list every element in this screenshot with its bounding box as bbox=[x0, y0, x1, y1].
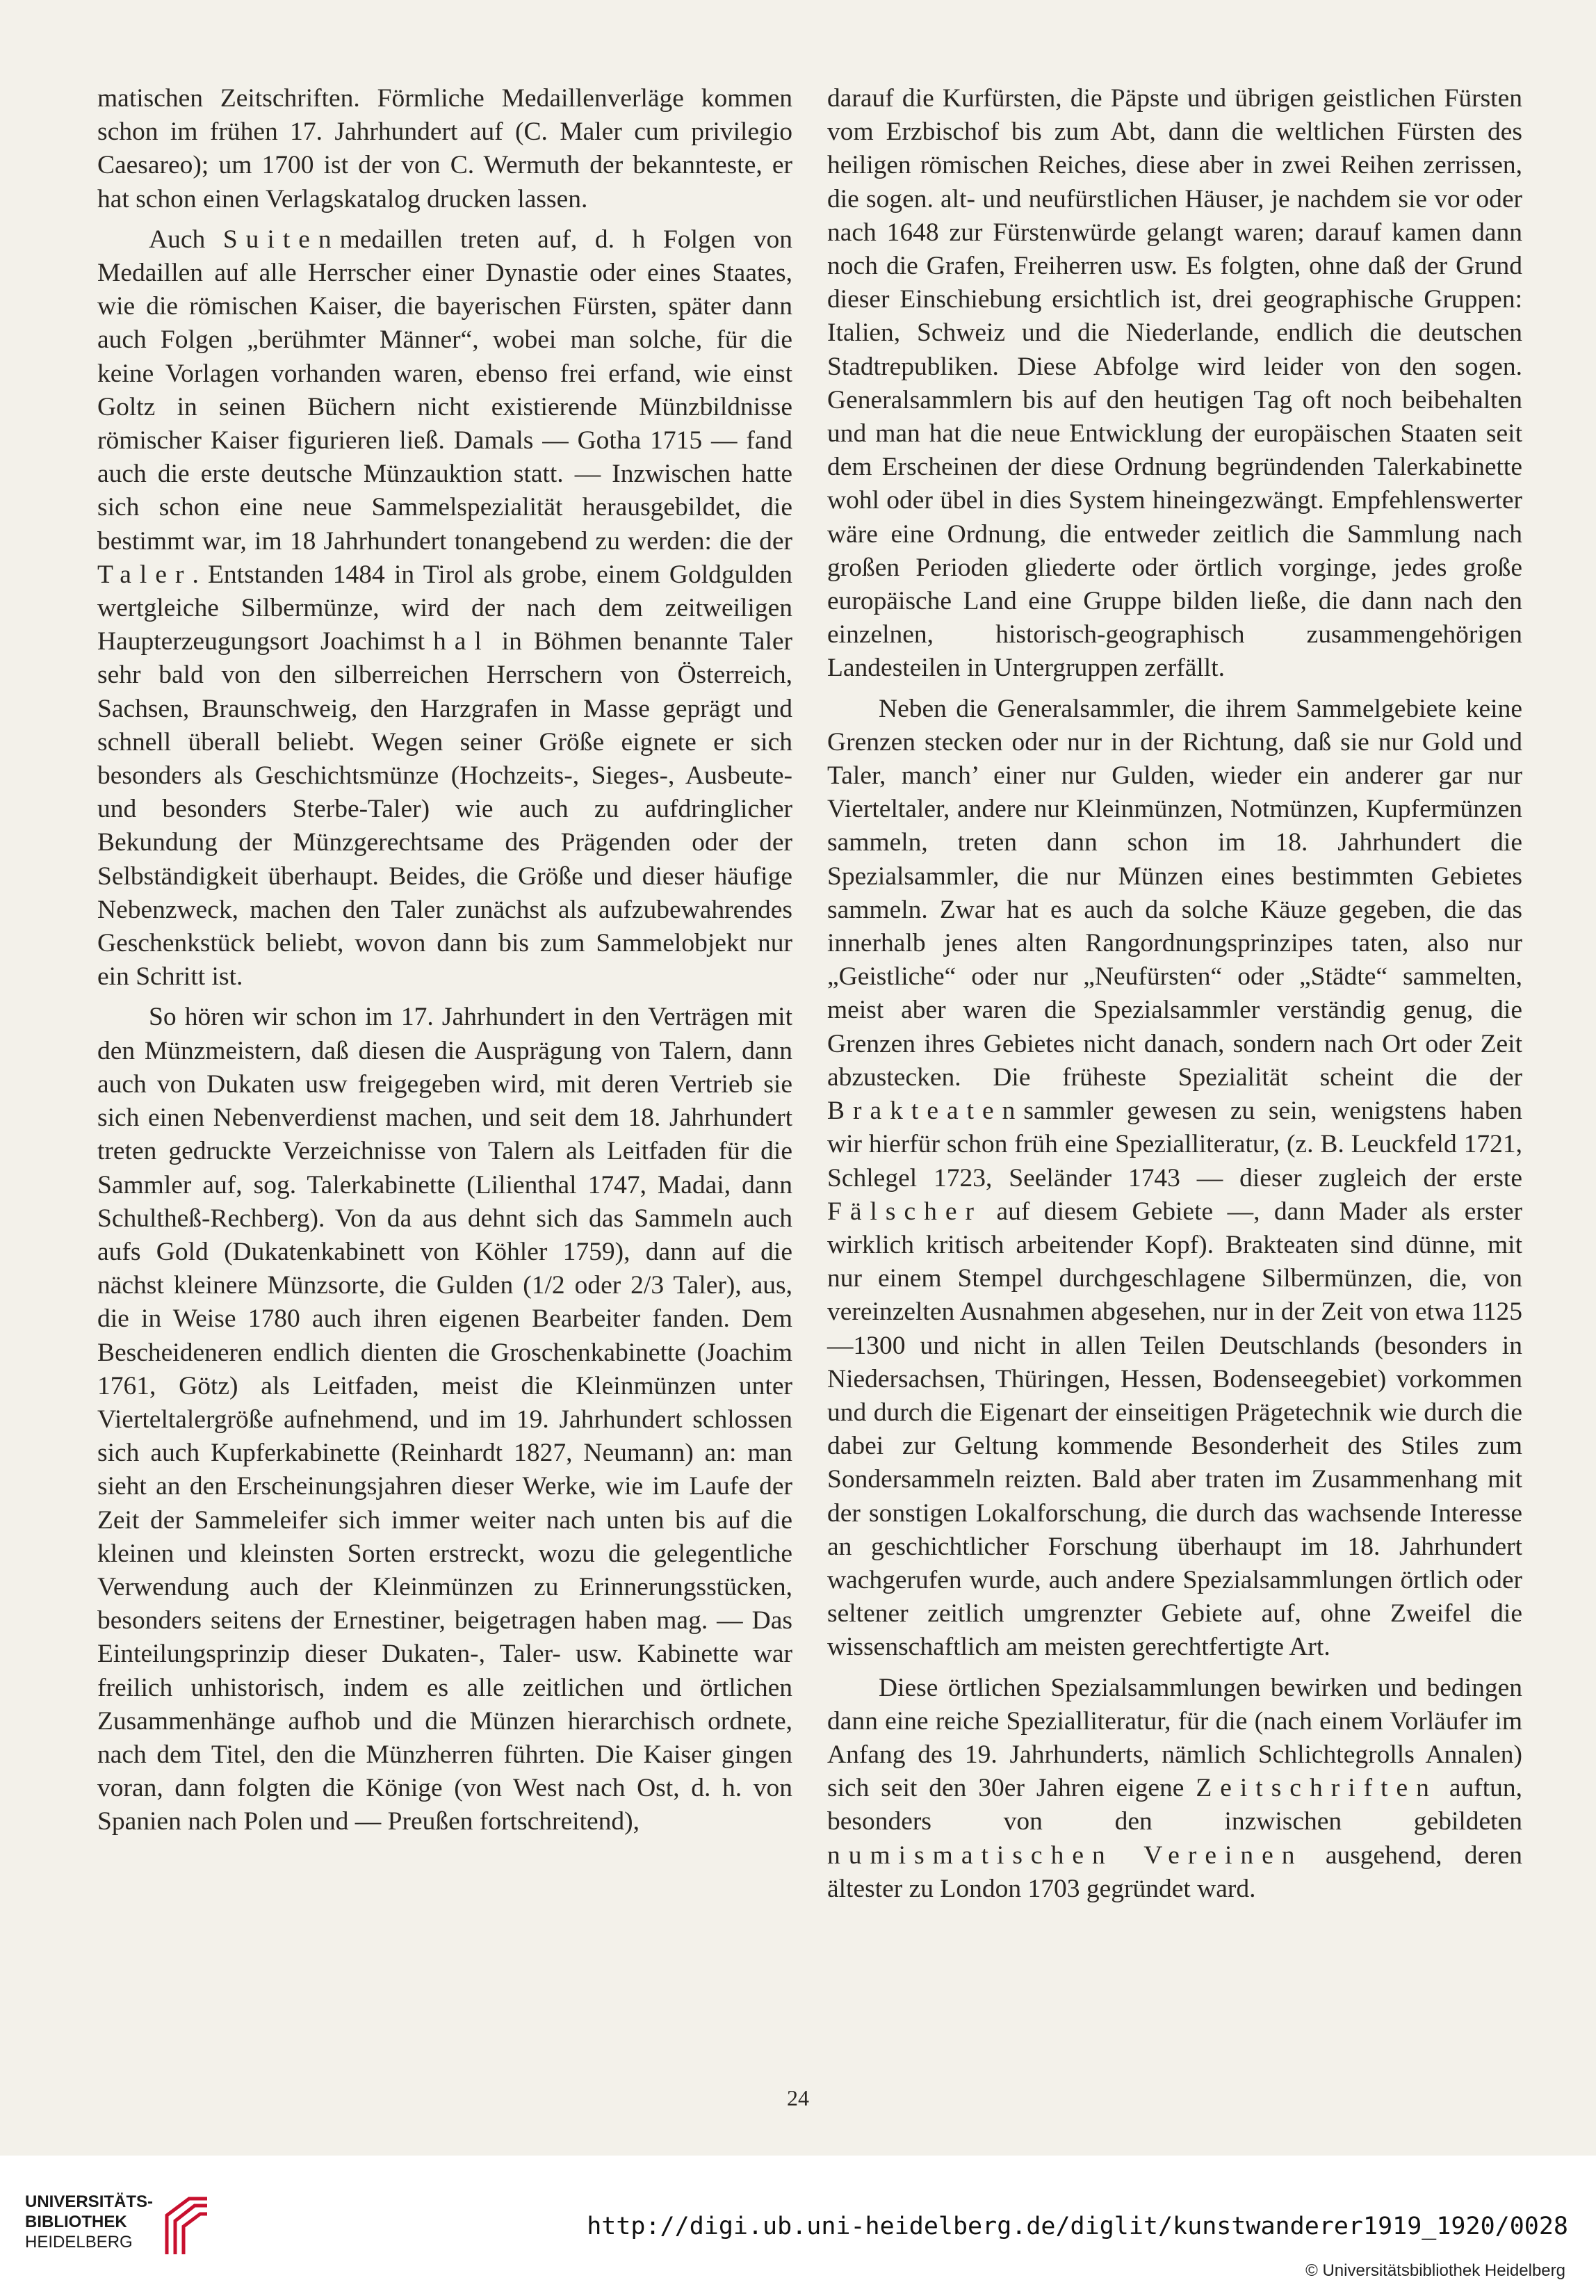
copyright-notice: © Universitätsbibliothek Heidelberg bbox=[1305, 2261, 1565, 2280]
spaced-emphasis: Brakteaten bbox=[827, 1097, 1024, 1126]
library-logo[interactable] bbox=[25, 2192, 234, 2275]
spaced-emphasis: numismatischen Vereinen bbox=[827, 1841, 1303, 1870]
spaced-emphasis: Fälscher bbox=[827, 1197, 983, 1226]
paragraph: Diese örtlichen Spezialsammlungen bewirken und bedingen dann eine reiche Spezialliteratur, für die (nach einem Vorläufer im Anfang des 19. Jahrhunderts, nämlich Schlichtegrolls Annalen) sich seit den 30er Jahren eigene Zeitschriften auftun, besonders von den inzwischen gebildeten numismatischen Vereinen ausgehend, deren ältester zu London 1703 gegründet ward. bbox=[827, 1673, 1522, 1903]
fraction: 1/2 bbox=[531, 1271, 565, 1300]
spaced-emphasis: Suiten bbox=[222, 225, 340, 254]
page-number: 24 bbox=[787, 2085, 809, 2110]
paragraph: matischen Zeitschriften. Förmliche Medaillenverläge kommen schon im frühen 17. Jahrhundert auf (C. Maler cum privilegio Caesareo); um 1700 ist der von C. Wermuth der bekannteste, er hat schon einen Verlagskatalog drucken lassen. bbox=[97, 84, 792, 213]
logo-text: UNIVERSITÄTS- BIBLIOTHEK HEIDELBERG bbox=[25, 2192, 154, 2251]
fraction: 2/3 bbox=[630, 1271, 665, 1300]
paragraph: darauf die Kurfürsten, die Päpste und übrigen geistlichen Fürsten vom Erzbischof bis zum Abt, dann die weltlichen Fürsten des heiligen römischen Reiches, diese aber in zwei Reihen zerrissen, die sogen. alt- und neufürstlichen Häuser, je nachdem sie vor oder nach 1648 zur Fürstenwürde gelangt waren; darauf kamen dann noch die Grafen, Freiherren usw. Es folgten, ohne daß der Grund dieser Einschiebung ersichtlich ist, drei geographische Gruppen: Italien, Schweiz und die Niederlande, endlich die deutschen Stadtrepubliken. Diese Abfolge wird leider von den sogen. Generalsammlern bis auf den heutigen Tag oft noch beibehalten und man hat die neue Entwicklung der europäischen Staaten seit dem Erscheinen der diese Ordnung begründenden Talerkabinette wohl oder übel in dies System hineingezwängt. Empfehlenswerter wäre eine Ordnung, die entweder zeitlich die Sammlung nach großen Perioden gliederte oder örtlich vorginge, jedes große europäische Land eine Gruppe bilden ließe, die dann nach den einzelnen, historisch-geographisch zusammengehörigen Landesteilen in Untergruppen zerfällt. bbox=[827, 84, 1522, 683]
permalink-url[interactable]: http://digi.ub.uni-heidelberg.de/diglit/kunstwanderer1919_1920/0028 bbox=[587, 2213, 1568, 2240]
left-column bbox=[97, 82, 792, 1846]
spaced-emphasis: Taler bbox=[97, 560, 193, 589]
paragraph: Auch Suitenmedaillen treten auf, d. h Folgen von Medaillen auf alle Herrscher einer Dynastie oder eines Staates, wie die römischen Kaiser, die bayerischen Fürsten, später dann auch Folgen „berühmter Männer“, wobei man solche, für die keine Vorlagen vorhanden waren, ebenso frei erfand, wie einst Goltz in seinen Büchern nicht existierende Münzbildnisse römischer Kaiser figurieren ließ. Damals — Gotha 1715 — fand auch die erste deutsche Münzauktion statt. — Inzwischen hatte sich schon eine neue Sammelspezialität herausgebildet, die bestimmt war, im 18 Jahrhundert tonangebend zu werden: die der Taler. Entstanden 1484 in Tirol als grobe, einem Goldgulden wertgleiche Silbermünze, wird der nach dem zeitweiligen Haupterzeugungsort Joachimsthal in Böhmen benannte Taler sehr bald von den silberreichen Herrschern von Österreich, Sachsen, Braunschweig, den Harzgrafen in Masse geprägt und schnell überall beliebt. Wegen seiner Größe eignete er sich besonders als Geschichtsmünze (Hochzeits-, Sieges-, Ausbeute- und besonders Sterbe-Taler) wie auch zu aufdringlicher Bekundung der Münzgerechtsame des Prägenden oder der Selbständigkeit überhaupt. Beides, die Größe und dieser häufige Nebenzweck, machen den Taler zunächst als aufzubewahrendes Geschenkstück beliebt, wovon dann bis zum Sammelobjekt nur ein Schritt ist. bbox=[97, 225, 792, 992]
spaced-emphasis: thal bbox=[417, 627, 490, 656]
library-logo-icon bbox=[161, 2194, 211, 2257]
right-column bbox=[827, 82, 1522, 1913]
footer-bar bbox=[0, 2156, 1596, 2296]
paragraph: So hören wir schon im 17. Jahrhundert in den Verträgen mit den Münzmeistern, daß diesen die Ausprägung von Talern, dann auch von Dukaten usw freigegeben wird, mit deren Vertrieb sie sich einen Nebenverdienst machen, und seit dem 18. Jahrhundert treten gedruckte Verzeichnisse von Talern als Leitfaden für die Sammler auf, sog. Talerkabinette (Lilienthal 1747, Madai, dann Schultheß-Rechberg). Von da aus dehnt sich das Sammeln auch aufs Gold (Dukatenkabinett von Köhler 1759), dann auf die nächst kleinere Münzsorte, die Gulden (1/2 oder 2/3 Taler), aus, die in Weise 1780 auch ihren eigenen Bearbeiter fanden. Dem Bescheideneren endlich dienten die Groschenkabinette (Joachim 1761, Götz) als Leitfaden, meist die Kleinmünzen unter Vierteltalergröße aufnehmend, und im 19. Jahrhundert schlossen sich auch Kupferkabinette (Reinhardt 1827, Neumann) an: man sieht an den Erscheinungsjahren dieser Werke, wie im Laufe der Zeit der Sammeleifer sich immer weiter nach unten bis auf die kleinen und kleinsten Sorten erstreckt, wozu die gelegentliche Verwendung auch der Kleinmünzen zu Erinnerungsstücken, besonders seitens der Ernestiner, beigetragen haben mag. — Das Einteilungsprinzip dieser Dukaten-, Taler- usw. Kabinette war freilich unhistorisch, indem es alle zeitlichen und örtlichen Zusammenhänge aufhob und die Münzen hierarchisch ordnete, nach dem Titel, den die Münzherren führten. Die Kaiser gingen voran, dann folgten die Könige (von West nach Ost, d. h. von Spanien nach Polen und — Preußen fortschreitend), bbox=[97, 1003, 792, 1836]
paragraph: Neben die Generalsammler, die ihrem Sammelgebiete keine Grenzen stecken oder nur in der Richtung, daß sie nur Gold und Taler, manch’ einer nur Gulden, wieder ein anderer gar nur Vierteltaler, andere nur Kleinmünzen, Notmünzen, Kupfermünzen sammeln, treten dann schon im 18. Jahrhundert die Spezialsammler, die nur Münzen eines bestimmten Gebietes sammeln. Zwar hat es auch da solche Käuze gegeben, die das innerhalb jenes alten Rangordnungsprinzipes taten, also nur „Geistliche“ oder nur „Neufürsten“ oder „Städte“ sammelten, meist aber waren die Spezialsammler verständig genug, die Grenzen ihres Gebietes nicht danach, sondern nach Ort oder Zeit abzustecken. Die früheste Spezialität scheint die der Brakteatensammler gewesen zu sein, wenigstens haben wir hierfür schon früh eine Spezialliteratur, (z. B. Leuckfeld 1721, Schlegel 1723, Seeländer 1743 — dieser zugleich der erste Fälscher auf diesem Gebiete —, dann Mader als erster wirklich kritisch arbeitender Kopf). Brakteaten sind dünne, mit nur einem Stempel durchgeschlagene Silbermünzen, die, von vereinzelten Ausnahmen abgesehen, nur in der Zeit von etwa 1125—1300 und nicht in allen Teilen Deutschlands (besonders in Niedersachsen, Thüringen, Hessen, Bodenseegebiet) vorkommen und durch die Eigenart der einseitigen Prägetechnik wie durch die dabei zur Geltung kommende Besonderheit des Stiles zum Sondersammeln reizten. Bald aber traten im Zusammenhang mit der sonstigen Lokalforschung, die durch das wachsende Interesse an geschichtlicher Forschung überhaupt im 18. Jahrhundert wachgerufen wurde, auch andere Spezialsammlungen örtlich oder seltener zeitlich umgrenzter Gebiete auf, ohne Zweifel die wissenschaftlich am meisten gerechtfertigte Art. bbox=[827, 694, 1522, 1662]
spaced-emphasis: Zeitschriften bbox=[1196, 1774, 1438, 1803]
